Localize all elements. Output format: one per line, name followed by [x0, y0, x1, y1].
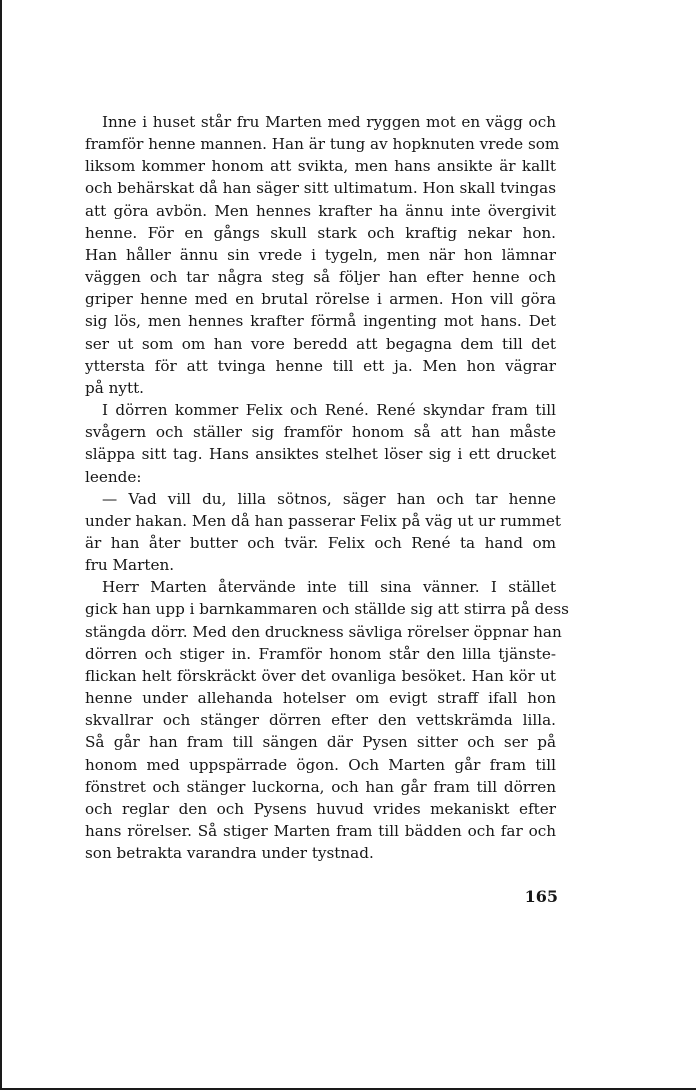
text-line: son betrakta varandra under tystnad. — [85, 844, 374, 863]
paragraph — [85, 399, 556, 488]
text-line: på nytt. — [85, 378, 144, 397]
text-line: stängda dörr. Med den druckness sävliga rörelser öppnar han — [85, 622, 562, 641]
text-line: flickan helt förskräckt över det ovanliga besöket. Han kör ut — [85, 666, 556, 685]
paragraph — [85, 488, 561, 577]
text-line: dörren och stiger in. Framför honom står den lilla tjänste- — [85, 644, 556, 663]
text-line: under hakan. Men då han passerar Felix på väg ut ur rummet — [85, 511, 561, 530]
text-line: och reglar den och Pysens huvud vrides mekaniskt efter — [85, 799, 556, 818]
text-line: henne. För en gångs skull stark och kraftig nekar hon. — [85, 223, 556, 242]
text-line: är han åter butter och tvär. Felix och René ta hand om — [85, 533, 556, 552]
text-line: henne under allehanda hotelser om evigt straff ifall hon — [85, 689, 556, 708]
text-line: leende: — [85, 467, 142, 486]
text-line: och behärskat då han säger sitt ultimatum. Hon skall tvingas — [85, 179, 556, 198]
text-line: svågern och ställer sig framför honom så att han måste — [85, 423, 556, 442]
text-line: hans rörelser. Så stiger Marten fram till bädden och far och — [85, 822, 556, 840]
text-line: gick han upp i barnkammaren och ställde sig att stirra på dess — [85, 600, 569, 619]
text-line: ser ut som om han vore beredd att begagna dem till det — [85, 334, 556, 353]
text-line: I dörren kommer Felix och René. René skyndar fram till — [102, 401, 556, 420]
paragraph — [85, 576, 569, 864]
text-line: — Vad vill du, lilla sötnos, säger han och tar henne — [102, 489, 556, 508]
text-line: släppa sitt tag. Hans ansiktes stelhet löser sig i ett drucket — [85, 445, 556, 464]
paragraph — [85, 111, 560, 399]
text-line: Inne i huset står fru Marten med ryggen mot en vägg och — [102, 113, 556, 131]
text-line: griper henne med en brutal rörelse i armen. Hon vill göra — [85, 290, 556, 309]
page-number: 165 — [524, 887, 558, 906]
text-line: Så går han fram till sängen där Pysen sitter och ser på — [85, 733, 556, 752]
text-line: Han håller ännu sin vrede i tygeln, men när hon lämnar — [85, 245, 556, 264]
text-line: yttersta för att tvinga henne till ett ja. Men hon vägrar — [85, 356, 556, 375]
text-line: Herr Marten återvände inte till sina vänner. I stället — [102, 578, 556, 597]
text-line: att göra avbön. Men hennes krafter ha ännu inte övergivit — [85, 201, 556, 220]
text-line: liksom kommer honom att svikta, men hans ansikte är kallt — [85, 157, 556, 176]
text-line: fru Marten. — [85, 556, 175, 575]
text-line: väggen och tar några steg så följer han efter henne och — [85, 268, 556, 287]
text-line: honom med uppspärrade ögon. Och Marten går fram till — [85, 755, 556, 774]
text-line: fönstret och stänger luckorna, och han går fram till dörren — [85, 777, 556, 796]
text-line: sig lös, men hennes krafter förmå ingenting mot hans. Det — [85, 312, 556, 331]
text-line: skvallrar och stänger dörren efter den vettskrämda lilla. — [85, 711, 556, 730]
text-line: framför henne mannen. Han är tung av hopknuten vrede som — [85, 135, 560, 154]
body-text — [85, 111, 569, 864]
